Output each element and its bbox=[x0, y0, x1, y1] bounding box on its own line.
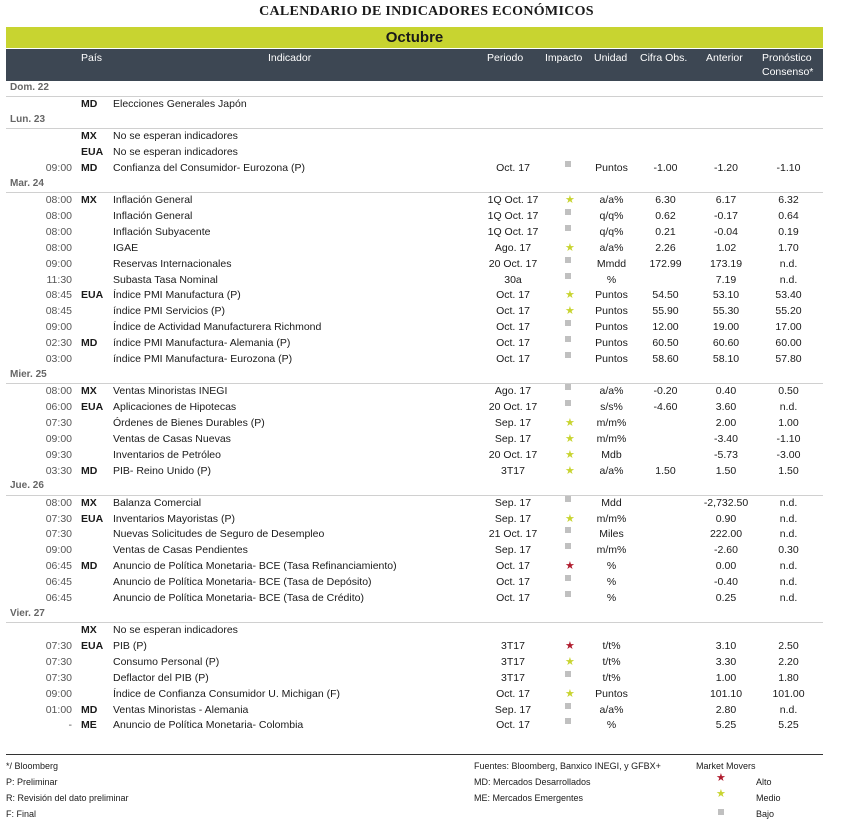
table-row: 07:30 Consumo Personal (P) 3T17 t/t% 3.30 2.20 ★ bbox=[6, 655, 823, 671]
period-cell: Ago. 17 bbox=[494, 385, 532, 398]
unit-cell: t/t% bbox=[602, 655, 621, 668]
unit-cell: q/q% bbox=[599, 225, 624, 238]
time-cell: 07:30 bbox=[45, 512, 72, 525]
table-row: 08:45 EUA Índice PMI Manufactura (P) Oct. 17 Puntos 54.50 53.10 53.40 ★ bbox=[6, 288, 823, 304]
previous-cell: 55.30 bbox=[712, 305, 740, 318]
table-row: 07:30 EUA Inventarios Mayoristas (P) Sep. 17 m/m% 0.90 n.d. ★ bbox=[6, 512, 823, 528]
country-cell: MX bbox=[81, 624, 97, 637]
unit-cell: q/q% bbox=[599, 210, 624, 223]
forecast-cell: 1.00 bbox=[778, 416, 799, 429]
indicator-cell: Anuncio de Política Monetaria- BCE (Tasa de Depósito) bbox=[113, 576, 372, 589]
indicator-cell: Aplicaciones de Hipotecas bbox=[113, 401, 237, 413]
header-pais: País bbox=[81, 52, 103, 64]
period-cell: Oct. 17 bbox=[496, 162, 530, 175]
table-row bbox=[6, 129, 823, 145]
indicator-table bbox=[6, 81, 823, 734]
previous-cell: 0.90 bbox=[715, 512, 737, 525]
observed-cell: 6.30 bbox=[655, 194, 676, 207]
forecast-cell: 2.20 bbox=[778, 655, 799, 668]
indicator-cell: Ventas de Casas Pendientes bbox=[113, 544, 248, 557]
period-cell: Sep. 17 bbox=[494, 432, 532, 445]
previous-cell: -2,732.50 bbox=[703, 496, 749, 509]
table-row: 09:00 Ventas de Casas Nuevas Sep. 17 m/m% -3.40 -1.10 ★ bbox=[6, 432, 823, 448]
forecast-cell: 101.00 bbox=[772, 687, 805, 700]
previous-cell: -0.04 bbox=[714, 225, 738, 238]
indicator-cell: Inventarios de Petróleo bbox=[113, 448, 221, 461]
period-cell: 20 Oct. 17 bbox=[488, 448, 538, 461]
period-cell: 1Q Oct. 17 bbox=[487, 210, 539, 223]
unit-cell: a/a% bbox=[599, 385, 624, 398]
star-high-icon: ★ bbox=[716, 772, 726, 784]
table-row bbox=[6, 97, 823, 113]
observed-cell: 172.99 bbox=[649, 257, 682, 270]
time-cell: 08:45 bbox=[45, 289, 72, 302]
observed-cell: 58.60 bbox=[652, 353, 679, 366]
observed-cell: 0.21 bbox=[655, 225, 676, 238]
period-cell: Oct. 17 bbox=[496, 576, 530, 589]
unit-cell: Puntos bbox=[595, 353, 628, 366]
time-cell: 03:30 bbox=[45, 464, 72, 477]
table-row bbox=[6, 591, 823, 607]
indicator-cell: índice PMI Manufactura- Alemania (P) bbox=[113, 337, 291, 350]
table-header bbox=[6, 49, 823, 81]
period-cell: Oct. 17 bbox=[496, 560, 530, 573]
header-cifra: Cifra Obs. bbox=[640, 52, 688, 64]
time-cell: 06:00 bbox=[45, 401, 72, 413]
time-cell: 11:30 bbox=[46, 273, 72, 286]
legend-medium: Medio bbox=[756, 793, 781, 803]
period-cell: 20 Oct. 17 bbox=[488, 257, 538, 270]
month-bar: Octubre bbox=[6, 27, 823, 48]
forecast-cell: 57.80 bbox=[775, 353, 802, 366]
indicator-cell: Elecciones Generales Japón bbox=[113, 98, 247, 111]
period-cell: Oct. 17 bbox=[496, 687, 530, 700]
observed-cell: 54.50 bbox=[652, 289, 679, 302]
table-row bbox=[6, 703, 823, 719]
time-cell: - bbox=[68, 719, 72, 732]
country-cell: EUA bbox=[81, 512, 104, 525]
unit-cell: % bbox=[606, 560, 617, 573]
time-cell: 08:00 bbox=[45, 194, 72, 207]
forecast-cell: 60.00 bbox=[775, 337, 802, 350]
unit-cell: % bbox=[606, 591, 617, 604]
period-cell: 21 Oct. 17 bbox=[488, 528, 538, 541]
previous-cell: 0.25 bbox=[715, 591, 737, 604]
forecast-cell: n.d. bbox=[779, 512, 798, 525]
time-cell: 08:00 bbox=[45, 241, 72, 254]
unit-cell: % bbox=[606, 273, 617, 286]
indicator-cell: IGAE bbox=[113, 241, 139, 254]
country-cell: MX bbox=[81, 194, 97, 207]
legend-low: Bajo bbox=[756, 809, 775, 819]
previous-cell: 0.00 bbox=[715, 560, 737, 573]
indicator-cell: Anuncio de Política Monetaria- Colombia bbox=[113, 719, 304, 732]
indicator-cell: Deflactor del PIB (P) bbox=[113, 671, 209, 684]
indicator-cell: No se esperan indicadores bbox=[113, 146, 238, 159]
table-row: 06:45 MD Anuncio de Política Monetaria- BCE (Tasa Refinanciamiento) Oct. 17 % 0.00 n.d. ★ bbox=[6, 559, 823, 575]
forecast-cell: 1.80 bbox=[778, 671, 799, 684]
table-row: 07:30 EUA PIB (P) 3T17 t/t% 3.10 2.50 ★ bbox=[6, 639, 823, 655]
indicator-cell: PIB- Reino Unido (P) bbox=[113, 464, 212, 477]
legend-title: Market Movers bbox=[696, 761, 756, 771]
period-cell: 3T17 bbox=[501, 639, 525, 652]
time-cell: 08:45 bbox=[45, 305, 72, 318]
indicator-cell: índice PMI Servicios (P) bbox=[113, 305, 226, 318]
forecast-cell: -1.10 bbox=[776, 432, 801, 445]
time-cell: 03:00 bbox=[45, 353, 72, 366]
observed-cell: 12.00 bbox=[652, 321, 679, 334]
time-cell: 09:00 bbox=[45, 321, 72, 334]
time-cell: 08:00 bbox=[45, 210, 72, 223]
indicator-cell: Confianza del Consumidor- Eurozona (P) bbox=[113, 162, 306, 175]
indicator-cell: Ventas Minoristas - Alemania bbox=[113, 703, 249, 716]
header-anterior: Anterior bbox=[706, 52, 743, 64]
previous-cell: 1.50 bbox=[715, 464, 737, 477]
period-cell: Oct. 17 bbox=[496, 305, 530, 318]
time-cell: 09:00 bbox=[45, 162, 72, 175]
header-unidad: Unidad bbox=[594, 52, 628, 64]
table-row: 08:00 IGAE Ago. 17 a/a% 2.26 1.02 1.70 ★ bbox=[6, 241, 823, 257]
country-cell: EUA bbox=[81, 401, 104, 413]
table-row: 07:30 Órdenes de Bienes Durables (P) Sep. 17 m/m% 2.00 1.00 ★ bbox=[6, 416, 823, 432]
indicator-cell: Inflación General bbox=[113, 194, 193, 207]
country-cell: MX bbox=[81, 385, 97, 398]
table-row bbox=[6, 209, 823, 225]
forecast-cell: n.d. bbox=[779, 401, 798, 413]
time-cell: 07:30 bbox=[45, 655, 72, 668]
country-cell: MD bbox=[81, 703, 98, 716]
table-row: 08:00 MX Inflación General 1Q Oct. 17 a/a% 6.30 6.17 6.32 ★ bbox=[6, 193, 823, 209]
unit-cell: Puntos bbox=[595, 305, 628, 318]
unit-cell: m/m% bbox=[596, 432, 627, 445]
table-row bbox=[6, 575, 823, 591]
forecast-cell: 0.50 bbox=[778, 385, 799, 398]
forecast-cell: -1.10 bbox=[776, 162, 801, 175]
previous-cell: 3.60 bbox=[715, 401, 737, 413]
period-cell: 20 Oct. 17 bbox=[488, 401, 538, 413]
day-header bbox=[6, 177, 823, 193]
day-label: Vier. 27 bbox=[10, 607, 45, 619]
table-row: 09:00 Índice de Confianza Consumidor U. Michigan (F) Oct. 17 Puntos 101.10 101.00 ★ bbox=[6, 687, 823, 703]
table-row bbox=[6, 718, 823, 734]
previous-cell: 222.00 bbox=[709, 528, 743, 541]
table-row bbox=[6, 320, 823, 336]
period-cell: Ago. 17 bbox=[494, 241, 532, 254]
sources-text: Fuentes: Bloomberg, Banxico INEGI, y GFBX+ bbox=[474, 761, 661, 771]
previous-cell: -1.20 bbox=[714, 162, 738, 175]
indicator-cell: Consumo Personal (P) bbox=[113, 655, 220, 668]
legend-high: Alto bbox=[756, 777, 772, 787]
previous-cell: -3.40 bbox=[714, 432, 738, 445]
indicator-cell: Órdenes de Bienes Durables (P) bbox=[113, 416, 265, 429]
day-header bbox=[6, 607, 823, 623]
country-cell: MD bbox=[81, 98, 98, 111]
time-cell: 09:00 bbox=[45, 687, 72, 700]
observed-cell: 1.50 bbox=[655, 464, 676, 477]
header-pronostico: Pronóstico bbox=[762, 52, 812, 64]
table-row bbox=[6, 384, 823, 400]
observed-cell: 55.90 bbox=[652, 305, 679, 318]
forecast-cell: n.d. bbox=[779, 703, 798, 716]
indicator-cell: Inflación Subyacente bbox=[113, 225, 211, 238]
md-definition: MD: Mercados Desarrollados bbox=[474, 777, 591, 787]
forecast-cell: n.d. bbox=[779, 528, 798, 541]
table-row bbox=[6, 623, 823, 639]
forecast-cell: 0.30 bbox=[778, 544, 799, 557]
previous-cell: 1.02 bbox=[715, 241, 737, 254]
indicator-cell: No se esperan indicadores bbox=[113, 624, 238, 637]
day-label: Mier. 25 bbox=[10, 368, 47, 380]
period-cell: Oct. 17 bbox=[496, 321, 530, 334]
unit-cell: Puntos bbox=[595, 687, 628, 700]
time-cell: 02:30 bbox=[45, 337, 72, 350]
unit-cell: Puntos bbox=[595, 289, 628, 302]
time-cell: 07:30 bbox=[45, 416, 72, 429]
period-cell: Sep. 17 bbox=[494, 512, 532, 525]
period-cell: Oct. 17 bbox=[496, 289, 530, 302]
time-cell: 08:00 bbox=[45, 385, 72, 398]
forecast-cell: n.d. bbox=[779, 591, 798, 604]
forecast-cell: 6.32 bbox=[778, 194, 799, 207]
unit-cell: Mdb bbox=[601, 448, 622, 461]
time-cell: 08:00 bbox=[45, 496, 72, 509]
forecast-cell: 1.70 bbox=[778, 241, 799, 254]
forecast-cell: n.d. bbox=[779, 257, 798, 270]
observed-cell: 0.62 bbox=[655, 210, 676, 223]
time-cell: 08:00 bbox=[45, 225, 72, 238]
forecast-cell: n.d. bbox=[779, 496, 798, 509]
previous-cell: 53.10 bbox=[712, 289, 740, 302]
header-consenso: Consenso* bbox=[762, 66, 814, 78]
table-row: 09:30 Inventarios de Petróleo 20 Oct. 17 Mdb -5.73 -3.00 ★ bbox=[6, 448, 823, 464]
unit-cell: a/a% bbox=[599, 464, 624, 477]
country-cell: ME bbox=[81, 719, 97, 732]
table-row bbox=[6, 527, 823, 543]
indicator-cell: Ventas Minoristas INEGI bbox=[113, 385, 228, 398]
period-cell: 1Q Oct. 17 bbox=[487, 194, 539, 207]
indicator-cell: índice PMI Manufactura- Eurozona (P) bbox=[113, 353, 293, 366]
previous-cell: 6.17 bbox=[715, 194, 737, 207]
observed-cell: 60.50 bbox=[652, 337, 679, 350]
previous-cell: -2.60 bbox=[714, 544, 738, 557]
country-cell: MD bbox=[81, 464, 98, 477]
forecast-cell: n.d. bbox=[779, 273, 798, 286]
country-cell: EUA bbox=[81, 146, 104, 159]
unit-cell: Puntos bbox=[595, 162, 628, 175]
previous-cell: 173.19 bbox=[709, 257, 743, 270]
time-cell: 07:30 bbox=[45, 671, 72, 684]
unit-cell: % bbox=[606, 576, 617, 589]
unit-cell: a/a% bbox=[599, 194, 624, 207]
country-cell: EUA bbox=[81, 289, 104, 302]
table-row bbox=[6, 225, 823, 241]
note-final: F: Final bbox=[6, 809, 37, 819]
time-cell: 09:00 bbox=[45, 544, 72, 557]
unit-cell: t/t% bbox=[602, 639, 621, 652]
forecast-cell: 2.50 bbox=[778, 639, 799, 652]
time-cell: 07:30 bbox=[45, 528, 72, 541]
unit-cell: a/a% bbox=[599, 241, 624, 254]
period-cell: 3T17 bbox=[501, 671, 525, 684]
unit-cell: Puntos bbox=[595, 321, 628, 334]
indicator-cell: Índice de Confianza Consumidor U. Michigan (F) bbox=[113, 687, 341, 700]
forecast-cell: 0.64 bbox=[778, 210, 799, 223]
period-cell: Oct. 17 bbox=[496, 719, 530, 732]
unit-cell: t/t% bbox=[602, 671, 621, 684]
forecast-cell: 5.25 bbox=[778, 719, 799, 732]
previous-cell: 3.30 bbox=[715, 655, 737, 668]
forecast-cell: -3.00 bbox=[776, 448, 801, 461]
unit-cell: m/m% bbox=[596, 544, 627, 557]
period-cell: 3T17 bbox=[501, 655, 525, 668]
indicator-cell: Ventas de Casas Nuevas bbox=[113, 432, 231, 445]
observed-cell: 2.26 bbox=[655, 241, 676, 254]
previous-cell: 101.10 bbox=[709, 687, 743, 700]
footer bbox=[6, 754, 823, 819]
observed-cell: -0.20 bbox=[653, 385, 678, 398]
header-indicador: Indicador bbox=[268, 52, 312, 64]
day-label: Lun. 23 bbox=[10, 114, 46, 126]
indicator-cell: Inventarios Mayoristas (P) bbox=[113, 512, 235, 525]
period-cell: Sep. 17 bbox=[494, 544, 532, 557]
previous-cell: -0.17 bbox=[714, 210, 738, 223]
period-cell: Sep. 17 bbox=[494, 703, 532, 716]
page-title: CALENDARIO DE INDICADORES ECONÓMICOS bbox=[259, 4, 594, 19]
period-cell: Oct. 17 bbox=[496, 337, 530, 350]
time-cell: 09:30 bbox=[45, 448, 72, 461]
day-header bbox=[6, 81, 823, 97]
indicator-cell: Índice PMI Manufactura (P) bbox=[113, 289, 241, 302]
note-bloomberg: */ Bloomberg bbox=[6, 761, 59, 771]
observed-cell: -4.60 bbox=[653, 401, 678, 413]
indicator-cell: Subasta Tasa Nominal bbox=[113, 273, 218, 286]
note-revision: R: Revisión del dato preliminar bbox=[6, 793, 129, 803]
table-row bbox=[6, 161, 823, 177]
country-cell: MD bbox=[81, 337, 98, 350]
country-cell: MD bbox=[81, 162, 98, 175]
table-row bbox=[6, 145, 823, 161]
country-cell: MX bbox=[81, 130, 97, 143]
table-row: 08:45 índice PMI Servicios (P) Oct. 17 Puntos 55.90 55.30 55.20 ★ bbox=[6, 304, 823, 320]
time-cell: 01:00 bbox=[45, 703, 72, 716]
unit-cell: m/m% bbox=[596, 416, 627, 429]
forecast-cell: 17.00 bbox=[775, 321, 802, 334]
indicator-cell: Anuncio de Política Monetaria- BCE (Tasa de Crédito) bbox=[113, 591, 364, 604]
unit-cell: Puntos bbox=[595, 337, 628, 350]
previous-cell: 0.40 bbox=[715, 385, 737, 398]
period-cell: 30a bbox=[504, 273, 522, 286]
table-row bbox=[6, 671, 823, 687]
unit-cell: Mdd bbox=[601, 496, 622, 509]
previous-cell: 60.60 bbox=[712, 337, 740, 350]
unit-cell: s/s% bbox=[600, 401, 623, 413]
previous-cell: 5.25 bbox=[715, 719, 737, 732]
indicator-cell: Inflación General bbox=[113, 210, 193, 223]
day-header bbox=[6, 479, 823, 495]
indicator-cell: Nuevas Solicitudes de Seguro de Desempleo bbox=[113, 528, 325, 541]
star-medium-icon: ★ bbox=[716, 788, 726, 800]
time-cell: 09:00 bbox=[45, 257, 72, 270]
unit-cell: a/a% bbox=[599, 703, 624, 716]
header-impacto: Impacto bbox=[545, 52, 583, 64]
time-cell: 06:45 bbox=[45, 591, 72, 604]
time-cell: 09:00 bbox=[45, 432, 72, 445]
unit-cell: m/m% bbox=[596, 512, 627, 525]
time-cell: 06:45 bbox=[45, 576, 72, 589]
previous-cell: 7.19 bbox=[715, 273, 737, 286]
note-preliminar: P: Preliminar bbox=[6, 777, 58, 787]
indicator-cell: PIB (P) bbox=[113, 639, 147, 652]
country-cell: MX bbox=[81, 496, 97, 509]
unit-cell: Mmdd bbox=[596, 257, 627, 270]
indicator-cell: Balanza Comercial bbox=[113, 496, 202, 509]
forecast-cell: 53.40 bbox=[775, 289, 802, 302]
period-cell: Sep. 17 bbox=[494, 416, 532, 429]
indicator-cell: Índice de Actividad Manufacturera Richmond bbox=[113, 321, 322, 334]
previous-cell: 19.00 bbox=[712, 321, 740, 334]
previous-cell: -5.73 bbox=[714, 448, 738, 461]
previous-cell: 2.80 bbox=[715, 703, 737, 716]
time-cell: 07:30 bbox=[45, 639, 72, 652]
time-cell: 06:45 bbox=[45, 560, 72, 573]
indicator-cell: No se esperan indicadores bbox=[113, 130, 238, 143]
previous-cell: 58.10 bbox=[712, 353, 740, 366]
indicator-cell: Reservas Internacionales bbox=[113, 257, 232, 270]
period-cell: Oct. 17 bbox=[496, 591, 530, 604]
unit-cell: Miles bbox=[599, 528, 624, 541]
country-cell: EUA bbox=[81, 639, 104, 652]
forecast-cell: 0.19 bbox=[778, 225, 799, 238]
period-cell: Oct. 17 bbox=[496, 353, 530, 366]
table-row bbox=[6, 257, 823, 273]
previous-cell: 1.00 bbox=[715, 671, 737, 684]
indicator-cell: Anuncio de Política Monetaria- BCE (Tasa Refinanciamiento) bbox=[113, 560, 397, 573]
day-header bbox=[6, 368, 823, 384]
unit-cell: % bbox=[606, 719, 617, 732]
table-row bbox=[6, 400, 823, 416]
previous-cell: -0.40 bbox=[714, 576, 738, 589]
country-cell: MD bbox=[81, 560, 98, 573]
previous-cell: 2.00 bbox=[715, 416, 737, 429]
forecast-cell: 55.20 bbox=[775, 305, 802, 318]
table-row bbox=[6, 352, 823, 368]
day-header bbox=[6, 113, 823, 129]
day-label: Mar. 24 bbox=[10, 177, 44, 189]
forecast-cell: 1.50 bbox=[778, 464, 799, 477]
header-periodo: Periodo bbox=[487, 52, 524, 64]
table-row bbox=[6, 543, 823, 559]
day-label: Jue. 26 bbox=[10, 480, 44, 492]
observed-cell: -1.00 bbox=[653, 162, 678, 175]
day-label: Dom. 22 bbox=[10, 82, 49, 93]
previous-cell: 3.10 bbox=[715, 639, 737, 652]
square-low-icon bbox=[718, 807, 724, 817]
period-cell: 3T17 bbox=[501, 464, 525, 477]
me-definition: ME: Mercados Emergentes bbox=[474, 793, 584, 803]
table-row: 03:30 MD PIB- Reino Unido (P) 3T17 a/a% 1.50 1.50 1.50 ★ bbox=[6, 464, 823, 480]
table-row bbox=[6, 496, 823, 512]
table-row bbox=[6, 336, 823, 352]
period-cell: 1Q Oct. 17 bbox=[487, 225, 539, 238]
period-cell: Sep. 17 bbox=[494, 496, 532, 509]
forecast-cell: n.d. bbox=[779, 560, 798, 573]
forecast-cell: n.d. bbox=[779, 576, 798, 589]
table-row bbox=[6, 273, 823, 289]
